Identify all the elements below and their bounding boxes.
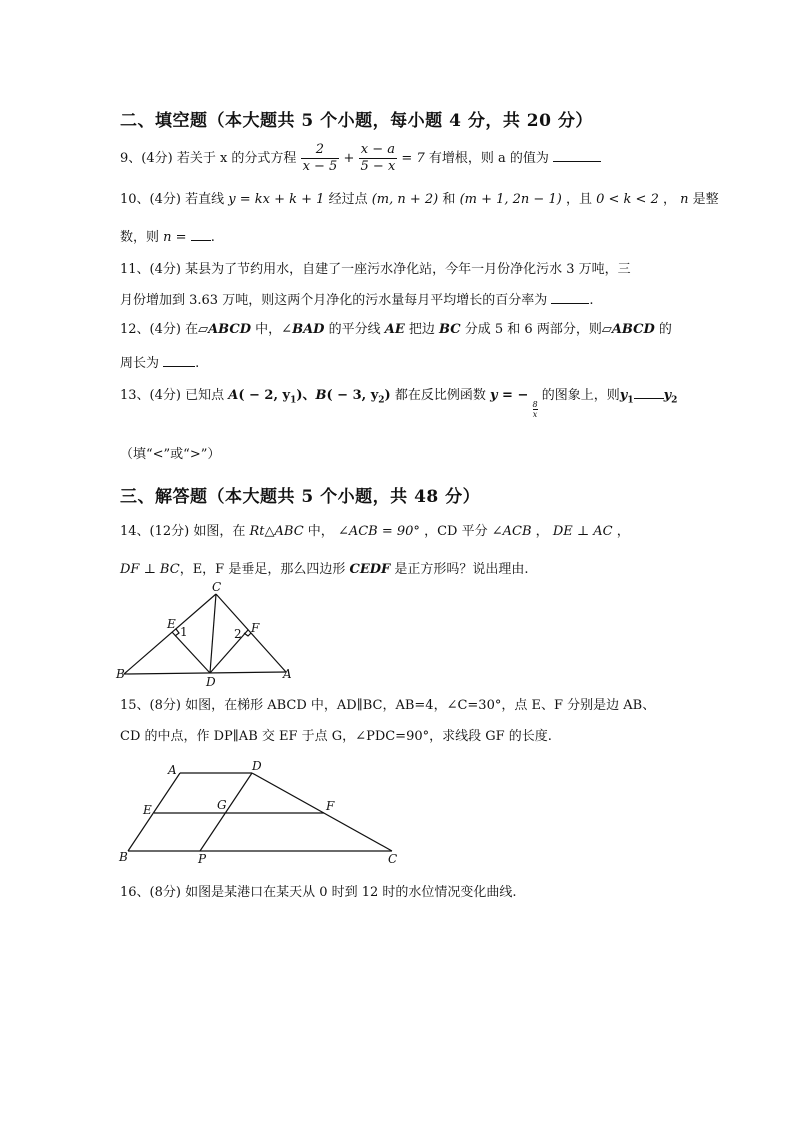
- label-a: A: [168, 763, 177, 777]
- label-p: P: [198, 852, 207, 866]
- q10-condition: 0 < k < 2: [596, 192, 659, 207]
- question-16: 16、(8分) 如图是某港口在某天从 0 时到 12 时的水位情况变化曲线.: [120, 885, 517, 900]
- question-10-line-1: 10、(4分) 若直线 y = kx + k + 1 经过点 (m, n + 2) 和 (m + 1, 2n − 1) ，且 0 < k < 2 ， n 是整: [120, 192, 719, 207]
- q9-answer-blank[interactable]: [553, 149, 601, 162]
- segment-dc: [252, 773, 392, 851]
- question-14-line-2: DF ⊥ BC，E，F 是垂足，那么四边形 CEDF 是正方形吗？说出理由.: [120, 562, 529, 577]
- question-11-line-2: 月份增加到 3.63 万吨，则这两个月净化的污水量每月平均增长的百分率为 .: [120, 293, 594, 308]
- label-c: C: [212, 580, 222, 594]
- q9-fraction-2: $\frac{x - a}{5 - x}$: [360, 142, 396, 174]
- question-14-line-1: 14、(12分) 如图，在 Rt△ABC 中， ∠ACB = 90° ，CD 平分 ∠ACB ， DE ⊥ AC ，: [120, 524, 630, 539]
- q10-point-2: (m + 1, 2n − 1): [459, 192, 562, 207]
- label-f: F: [251, 621, 260, 635]
- q9-plus: +: [343, 151, 355, 166]
- q13-answer-blank[interactable]: [634, 386, 664, 399]
- question-9: [120, 142, 601, 175]
- q11-answer-blank[interactable]: [551, 291, 589, 304]
- right-angle-mark-f: [244, 633, 251, 636]
- q10-point-1: (m, n + 2): [371, 192, 439, 207]
- question-10-line-2: 数，则 n = .: [120, 230, 215, 245]
- q15-trapezoid-figure: [110, 755, 410, 867]
- label-g: G: [217, 798, 227, 812]
- segment-df: [210, 630, 248, 673]
- q9-fraction-1: $\frac{2}{x - 5}$: [302, 142, 338, 174]
- question-12-line-1: 12、(4分) 在▱ABCD 中，∠BAD 的平分线 AE 把边 BC 分成 5 和 6 两部分，则▱ABCD 的: [120, 322, 672, 337]
- q14-triangle-figure: [110, 580, 310, 688]
- q10-line-equation: y = kx + k + 1: [228, 192, 325, 207]
- q12-answer-blank[interactable]: [163, 354, 195, 367]
- label-f: F: [326, 799, 335, 813]
- question-13-line-2: （填“<”或“>”）: [120, 447, 221, 462]
- segment-bc: [124, 594, 216, 674]
- label-a: A: [283, 667, 292, 681]
- q10-answer-blank[interactable]: [191, 228, 211, 241]
- segment-dp: [200, 773, 252, 851]
- q9-suffix: 有增根，则 a 的值为: [428, 151, 549, 166]
- q14-triangle: Rt△ABC: [249, 524, 304, 539]
- label-b: B: [119, 850, 128, 864]
- question-12-line-2: 周长为 .: [120, 356, 200, 371]
- label-e: E: [143, 803, 152, 817]
- segment-de: [172, 632, 210, 673]
- label-1: 1: [180, 625, 188, 639]
- label-d: D: [252, 759, 262, 773]
- question-15-line-1: 15、(8分) 如图，在梯形 ABCD 中，AD∥BC，AB=4，∠C=30°，点 E、F 分别是边 AB、: [120, 698, 656, 713]
- label-c: C: [388, 852, 398, 866]
- segment-ab: [128, 773, 180, 851]
- q9-prefix: 9、(4分) 若关于 x 的分式方程: [120, 151, 297, 166]
- segment-cd: [210, 594, 216, 673]
- q9-equals: = 7: [401, 151, 425, 166]
- section-2-heading: 二、填空题（本大题共 5 个小题，每小题 4 分，共 20 分）: [120, 111, 593, 131]
- label-2: 2: [234, 627, 242, 641]
- segment-ba: [124, 672, 286, 674]
- label-b: B: [116, 667, 125, 681]
- question-15-line-2: CD 的中点，作 DP∥AB 交 EF 于点 G，∠PDC=90°，求线段 GF 的长度.: [120, 729, 552, 744]
- label-d: D: [206, 675, 216, 688]
- q13-fraction: $\frac{8}{x}$: [532, 400, 538, 419]
- label-e: E: [167, 617, 176, 631]
- question-13-line-1: 13、(4分) 已知点 A( − 2, $y_1$)、B( − 3, $y_2$) 都在反比例函数 y = − $\frac{8}{x}$ 的图象上，则$y_1$ $y_2$: [120, 388, 678, 419]
- section-3-heading: 三、解答题（本大题共 5 个小题，共 48 分）: [120, 487, 481, 507]
- question-11-line-1: 11、(4分) 某县为了节约用水，自建了一座污水净化站，今年一月份净化污水 3 万吨，三: [120, 262, 631, 277]
